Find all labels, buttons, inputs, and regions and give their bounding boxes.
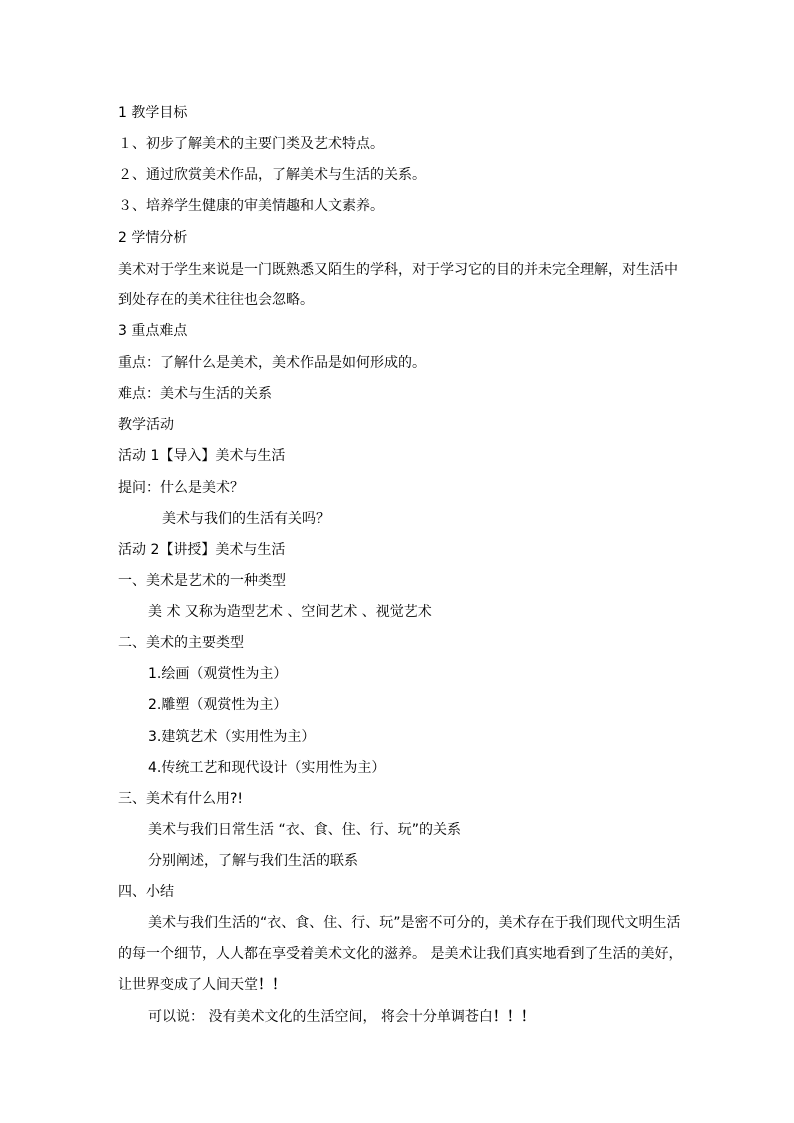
part-4-heading: 四、小结 xyxy=(118,884,174,900)
keypoints-heading: 3 重点难点 xyxy=(118,323,188,339)
part-2-item-1: 1.绘画（观赏性为主） xyxy=(148,666,288,682)
summary-line-3 xyxy=(118,976,286,994)
closing-text: 可以说： 没有美术文化的生活空间， 将会十分单调苍白 xyxy=(148,1009,493,1025)
activity-1-question-2: 美术与我们的生活有关吗？ xyxy=(162,511,330,527)
part-1-text: 美 术 又称为造型艺术 、空间艺术 、视觉艺术 xyxy=(148,604,432,620)
summary-line-3-text: 让世界变成了人间天堂 xyxy=(118,977,258,993)
summary-end-mark: ！！ xyxy=(258,977,286,993)
part-3-line-1: 美术与我们日常生活 “衣、食、住、行、玩”的关系 xyxy=(148,822,461,838)
part-2-item-2: 2.雕塑（观赏性为主） xyxy=(148,697,288,713)
part-2-item-4: 4.传统工艺和现代设计（实用性为主） xyxy=(148,760,386,776)
activities-heading: 教学活动 xyxy=(118,417,174,433)
summary-line-2: 的每一个细节，人人都在享受着美术文化的滋养。 是美术让我们真实地看到了生活的美好， xyxy=(118,946,683,962)
analysis-heading: 2 学情分析 xyxy=(118,230,188,246)
part-1-heading: 一、美术是艺术的一种类型 xyxy=(118,573,286,589)
analysis-line-1: 美术对于学生来说是一门既熟悉又陌生的学科，对于学习它的目的并未完全理解，对生活中 xyxy=(118,262,678,278)
objective-item-1: １、初步了解美术的主要门类及艺术特点。 xyxy=(118,136,384,152)
closing-end-mark: ！！！ xyxy=(492,1009,535,1025)
keypoints-difficulty: 难点：美术与生活的关系 xyxy=(118,386,272,402)
summary-line-1: 美术与我们生活的“衣、食、住、行、玩”是密不可分的，美术存在于我们现代文明生活 xyxy=(148,915,681,931)
part-2-item-3: 3.建筑艺术（实用性为主） xyxy=(148,729,316,745)
part-3-line-2: 分别阐述，了解与我们生活的联系 xyxy=(148,853,358,869)
part-3-heading: 三、美术有什么用?! xyxy=(118,791,244,807)
objective-item-2: ２、通过欣赏美术作品，了解美术与生活的关系。 xyxy=(118,167,426,183)
objective-item-3: ３、培养学生健康的审美情趣和人文素养。 xyxy=(118,198,384,214)
part-2-heading: 二、美术的主要类型 xyxy=(118,635,244,651)
activity-1-title: 活动 1【导入】美术与生活 xyxy=(118,448,286,464)
activity-2-title: 活动 2【讲授】美术与生活 xyxy=(118,542,286,558)
objectives-heading: 1 教学目标 xyxy=(118,105,188,121)
keypoints-focus: 重点：了解什么是美术，美术作品是如何形成的。 xyxy=(118,355,426,371)
closing-line xyxy=(148,1008,535,1026)
activity-1-question-1: 提问：什么是美术？ xyxy=(118,480,244,496)
analysis-line-2: 到处存在的美术往往也会忽略。 xyxy=(118,292,314,308)
